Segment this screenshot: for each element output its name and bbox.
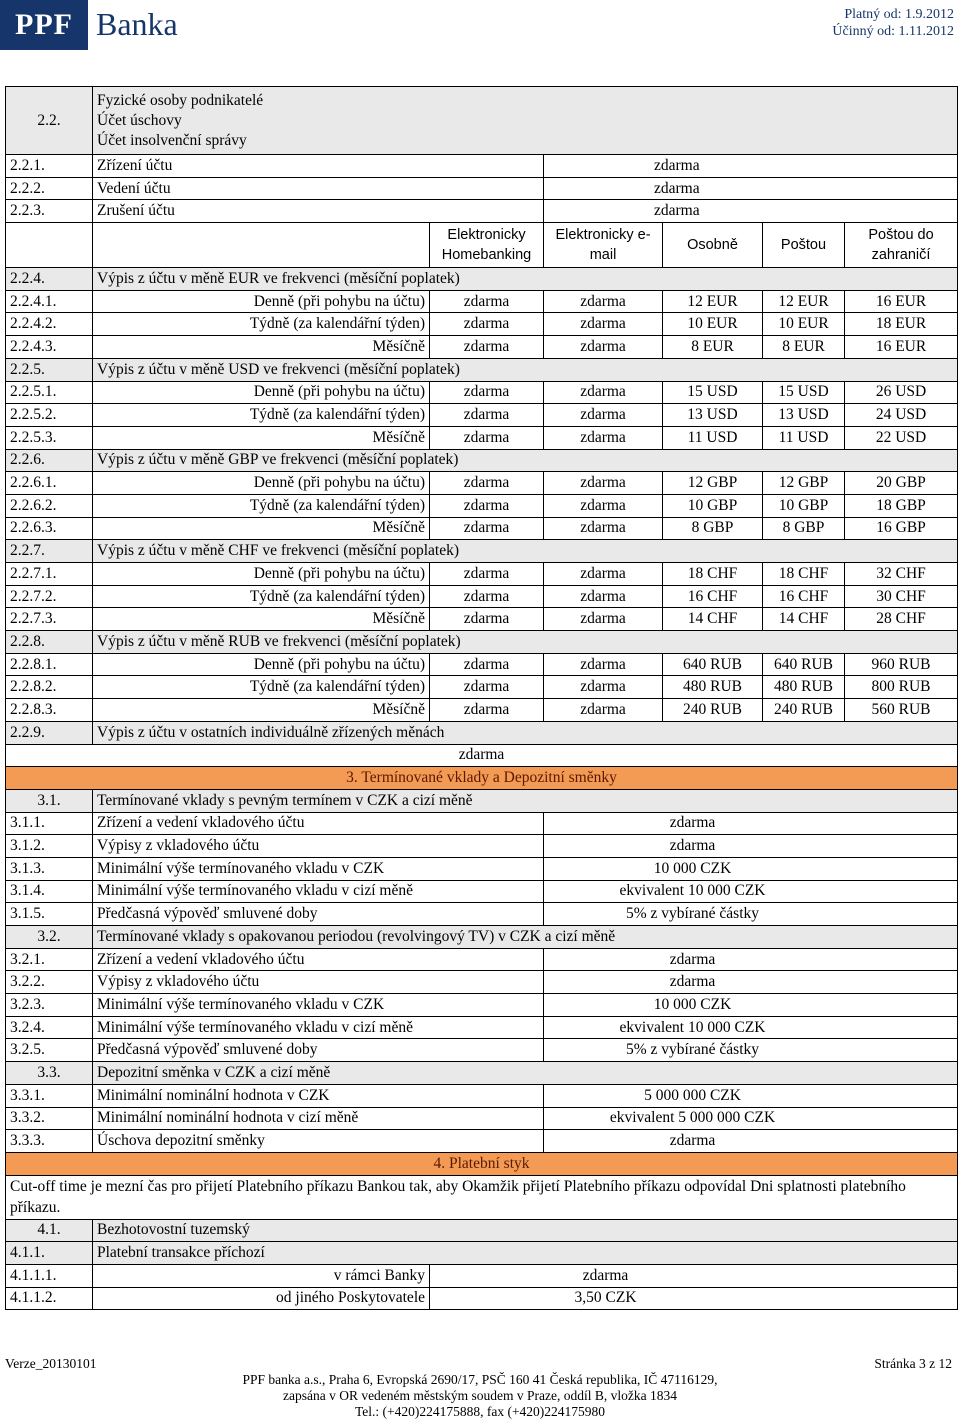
fee-po: 8 GBP [763, 517, 845, 540]
row-value: zdarma [430, 1264, 958, 1287]
fee-za: 16 EUR [845, 290, 958, 313]
empty-cell [93, 223, 430, 268]
row-value: 10 000 CZK [544, 994, 958, 1017]
row-value: zdarma [6, 744, 958, 767]
row-number: 3.1.4. [6, 880, 93, 903]
row-value: ekvivalent 5 000 000 CZK [544, 1107, 958, 1130]
row-value: ekvivalent 10 000 CZK [544, 1016, 958, 1039]
row-label: Výpis z účtu v ostatních individuálně zřízených měnách [93, 721, 958, 744]
row-label: Minimální výše termínovaného vkladu v CZK [93, 857, 544, 880]
subsection-header [6, 926, 958, 949]
table-row [6, 563, 958, 586]
fee-os: 8 EUR [663, 336, 763, 359]
valid-from: Platný od: 1.9.2012 [844, 7, 954, 22]
homebanking-header: Elektronicky Homebanking [430, 223, 544, 268]
section-number: 2.2. [6, 87, 93, 155]
row-number: 2.2.7.1. [6, 563, 93, 586]
statement-group-header [6, 631, 958, 654]
table-row [6, 1107, 958, 1130]
address-line-2: zapsána v OR vedeném městským soudem v Praze, oddíl B, vložka 1834 [282, 1388, 678, 1403]
table-row [6, 177, 958, 200]
row-number: 2.2.7.2. [6, 585, 93, 608]
row-label: Vedení účtu [93, 177, 544, 200]
row-number: 2.2.6. [6, 449, 93, 472]
frequency-label: Týdně (za kalendářní týden) [93, 585, 430, 608]
section-title-line: Fyzické osoby podnikatelé [97, 91, 264, 109]
frequency-label: Týdně (za kalendářní týden) [93, 404, 430, 427]
row-number: 2.2.7.3. [6, 608, 93, 631]
table-row [6, 812, 958, 835]
frequency-label: Týdně (za kalendářní týden) [93, 494, 430, 517]
group-title: Výpis z účtu v měně RUB ve frekvenci (měsíční poplatek) [93, 631, 958, 654]
email-header: Elektronicky e-mail [544, 223, 663, 268]
fee-po: 16 CHF [763, 585, 845, 608]
fee-hb: zdarma [430, 404, 544, 427]
row-number: 2.2.3. [6, 200, 93, 223]
row-value: 5% z vybírané částky [544, 1039, 958, 1062]
fee-os: 18 CHF [663, 563, 763, 586]
row-number: 2.2.5. [6, 358, 93, 381]
personal-header: Osobně [663, 223, 763, 268]
row-value: zdarma [544, 835, 958, 858]
subsection-title: Bezhotovostní tuzemský [93, 1219, 958, 1242]
row-value: 10 000 CZK [544, 857, 958, 880]
group-title: Výpis z účtu v měně USD ve frekvenci (měsíční poplatek) [93, 358, 958, 381]
row-number: 2.2.8.2. [6, 676, 93, 699]
fee-hb: zdarma [430, 494, 544, 517]
subsection-title: Platební transakce příchozí [93, 1242, 958, 1265]
fee-po: 18 CHF [763, 563, 845, 586]
fee-po: 640 RUB [763, 653, 845, 676]
fee-em: zdarma [544, 608, 663, 631]
fee-em: zdarma [544, 290, 663, 313]
row-label: Zřízení a vedení vkladového účtu [93, 812, 544, 835]
row-label: Předčasná výpověď smluvené doby [93, 903, 544, 926]
table-row [6, 903, 958, 926]
fee-za: 16 EUR [845, 336, 958, 359]
row-label: Minimální nominální hodnota v CZK [93, 1084, 544, 1107]
group-title: Výpis z účtu v měně CHF ve frekvenci (měsíční poplatek) [93, 540, 958, 563]
table-row [6, 676, 958, 699]
frequency-label: Denně (při pohybu na účtu) [93, 290, 430, 313]
fee-em: zdarma [544, 381, 663, 404]
statement-group-header [6, 268, 958, 291]
table-row [6, 336, 958, 359]
section-title-line: Účet úschovy [97, 111, 182, 129]
fee-hb: zdarma [430, 336, 544, 359]
fee-os: 240 RUB [663, 699, 763, 722]
table-row [6, 494, 958, 517]
row-label: Předčasná výpověď smluvené doby [93, 1039, 544, 1062]
row-label: Minimální výše termínovaného vkladu v cizí měně [93, 1016, 544, 1039]
row-number: 2.2.8. [6, 631, 93, 654]
row-label: Minimální výše termínovaného vkladu v CZK [93, 994, 544, 1017]
fee-za: 960 RUB [845, 653, 958, 676]
frequency-label: Měsíčně [93, 336, 430, 359]
row-number: 2.2.2. [6, 177, 93, 200]
row-number: 4.1.1.1. [6, 1264, 93, 1287]
frequency-label: Měsíčně [93, 608, 430, 631]
table-row [6, 381, 958, 404]
table-row [6, 653, 958, 676]
table-row [6, 1130, 958, 1153]
row-number: 2.2.6.1. [6, 472, 93, 495]
row-number: 2.2.4.2. [6, 313, 93, 336]
table-row [6, 290, 958, 313]
row-number: 3.1.5. [6, 903, 93, 926]
row-label: Minimální výše termínovaného vkladu v cizí měně [93, 880, 544, 903]
fee-za: 32 CHF [845, 563, 958, 586]
row-number: 3.3.2. [6, 1107, 93, 1130]
fee-os: 13 USD [663, 404, 763, 427]
fee-po: 8 EUR [763, 336, 845, 359]
row-2-2-9 [6, 721, 958, 744]
section-header-3 [6, 767, 958, 790]
fee-os: 11 USD [663, 426, 763, 449]
fee-po: 11 USD [763, 426, 845, 449]
page-number: Stránka 3 z 12 [874, 1356, 952, 1371]
fee-po: 480 RUB [763, 676, 845, 699]
row-value: zdarma [544, 155, 958, 178]
table-row [6, 404, 958, 427]
row-number: 2.2.6.2. [6, 494, 93, 517]
subsection-header [6, 789, 958, 812]
fee-za: 18 EUR [845, 313, 958, 336]
frequency-label: Denně (při pohybu na účtu) [93, 381, 430, 404]
row-number: 3.3.1. [6, 1084, 93, 1107]
table-row [6, 155, 958, 178]
banka-logo-text: Banka [96, 6, 178, 42]
fee-os: 8 GBP [663, 517, 763, 540]
fee-em: zdarma [544, 472, 663, 495]
fee-os: 16 CHF [663, 585, 763, 608]
frequency-label: Měsíčně [93, 699, 430, 722]
fee-po: 10 GBP [763, 494, 845, 517]
row-number: 3.2.4. [6, 1016, 93, 1039]
fee-hb: zdarma [430, 699, 544, 722]
fee-po: 12 EUR [763, 290, 845, 313]
row-label: v rámci Banky [93, 1264, 430, 1287]
fee-em: zdarma [544, 699, 663, 722]
fee-os: 480 RUB [663, 676, 763, 699]
frequency-label: Měsíčně [93, 426, 430, 449]
row-number: 2.2.9. [6, 721, 93, 744]
row-number: 2.2.4.3. [6, 336, 93, 359]
row-number: 2.2.5.2. [6, 404, 93, 427]
table-row [6, 1287, 958, 1310]
table-row [6, 608, 958, 631]
row-label: Zrušení účtu [93, 200, 544, 223]
row-number: 3.2.5. [6, 1039, 93, 1062]
fee-hb: zdarma [430, 653, 544, 676]
row-number: 3.2.1. [6, 948, 93, 971]
statement-group-header [6, 449, 958, 472]
section-title [93, 87, 958, 155]
row-label: Zřízení a vedení vkladového účtu [93, 948, 544, 971]
table-row [6, 517, 958, 540]
fee-os: 15 USD [663, 381, 763, 404]
subsection-number: 4.1.1. [6, 1242, 93, 1265]
fee-os: 12 EUR [663, 290, 763, 313]
fee-em: zdarma [544, 676, 663, 699]
table-row [6, 835, 958, 858]
subsection-number: 3.1. [6, 789, 93, 812]
subsection-header [6, 1219, 958, 1242]
row-value: 5% z vybírané částky [544, 903, 958, 926]
group-title: Výpis z účtu v měně GBP ve frekvenci (měsíční poplatek) [93, 449, 958, 472]
fee-za: 560 RUB [845, 699, 958, 722]
row-number: 3.1.2. [6, 835, 93, 858]
table-row [6, 472, 958, 495]
table-row [6, 426, 958, 449]
table-row [6, 971, 958, 994]
fee-em: zdarma [544, 336, 663, 359]
effective-from: Účinný od: 1.11.2012 [832, 24, 954, 39]
row-value: 3,50 CZK [430, 1287, 958, 1310]
fee-za: 800 RUB [845, 676, 958, 699]
row-label: Výpisy z vkladového účtu [93, 835, 544, 858]
row-number: 2.2.4.1. [6, 290, 93, 313]
table-row [6, 1039, 958, 1062]
row-value: 5 000 000 CZK [544, 1084, 958, 1107]
row-number: 2.2.8.1. [6, 653, 93, 676]
post-abroad-header: Poštou do zahraničí [845, 223, 958, 268]
version-label: Verze_20130101 [5, 1356, 97, 1371]
fee-za: 16 GBP [845, 517, 958, 540]
fee-os: 14 CHF [663, 608, 763, 631]
table-row [6, 699, 958, 722]
fee-hb: zdarma [430, 608, 544, 631]
row-2-2-9-value [6, 744, 958, 767]
fee-za: 22 USD [845, 426, 958, 449]
fee-po: 10 EUR [763, 313, 845, 336]
row-label: Výpisy z vkladového účtu [93, 971, 544, 994]
row-number: 2.2.5.1. [6, 381, 93, 404]
fee-za: 30 CHF [845, 585, 958, 608]
fee-em: zdarma [544, 494, 663, 517]
group-title: Výpis z účtu v měně EUR ve frekvenci (měsíční poplatek) [93, 268, 958, 291]
row-label: Minimální nominální hodnota v cizí měně [93, 1107, 544, 1130]
fee-hb: zdarma [430, 381, 544, 404]
address-line-1: PPF banka a.s., Praha 6, Evropská 2690/17, PSČ 160 41 Česká republika, IČ 47116129, [242, 1372, 718, 1387]
fee-os: 10 EUR [663, 313, 763, 336]
fee-po: 13 USD [763, 404, 845, 427]
fee-za: 24 USD [845, 404, 958, 427]
fee-os: 12 GBP [663, 472, 763, 495]
channel-header-row [6, 223, 958, 268]
empty-cell [6, 223, 93, 268]
subsection-header [6, 1242, 958, 1265]
table-row [6, 1016, 958, 1039]
fee-hb: zdarma [430, 426, 544, 449]
table-row [6, 1084, 958, 1107]
fee-po: 15 USD [763, 381, 845, 404]
fee-schedule [5, 86, 957, 1310]
frequency-label: Denně (při pohybu na účtu) [93, 563, 430, 586]
table-row [6, 948, 958, 971]
subsection-title: Depozitní směnka v CZK a cizí měně [93, 1062, 958, 1085]
section-title: 3. Termínované vklady a Depozitní směnky [6, 767, 958, 790]
table-row [6, 880, 958, 903]
row-number: 2.2.4. [6, 268, 93, 291]
page-header [0, 0, 960, 60]
fee-po: 240 RUB [763, 699, 845, 722]
table-row [6, 313, 958, 336]
row-value: zdarma [544, 1130, 958, 1153]
row-value: zdarma [544, 971, 958, 994]
row-number: 3.3.3. [6, 1130, 93, 1153]
subsection-number: 4.1. [6, 1219, 93, 1242]
fee-za: 28 CHF [845, 608, 958, 631]
table-row [6, 585, 958, 608]
row-number: 2.2.8.3. [6, 699, 93, 722]
fee-hb: zdarma [430, 313, 544, 336]
ppf-logo: PPF [0, 0, 88, 50]
fee-za: 20 GBP [845, 472, 958, 495]
table-row [6, 200, 958, 223]
statement-group-header [6, 540, 958, 563]
row-label: od jiného Poskytovatele [93, 1287, 430, 1310]
table-row [6, 857, 958, 880]
row-value: ekvivalent 10 000 CZK [544, 880, 958, 903]
row-number: 4.1.1.2. [6, 1287, 93, 1310]
fee-em: zdarma [544, 313, 663, 336]
fee-za: 26 USD [845, 381, 958, 404]
fee-em: zdarma [544, 426, 663, 449]
row-label: Úschova depozitní směnky [93, 1130, 544, 1153]
post-header: Poštou [763, 223, 845, 268]
frequency-label: Týdně (za kalendářní týden) [93, 313, 430, 336]
row-value: zdarma [544, 812, 958, 835]
fee-po: 12 GBP [763, 472, 845, 495]
row-number: 2.2.5.3. [6, 426, 93, 449]
fee-em: zdarma [544, 517, 663, 540]
fee-hb: zdarma [430, 563, 544, 586]
fee-em: zdarma [544, 404, 663, 427]
row-number: 3.2.3. [6, 994, 93, 1017]
row-value: zdarma [544, 177, 958, 200]
row-label: Zřízení účtu [93, 155, 544, 178]
table-row [6, 1264, 958, 1287]
subsection-number: 3.3. [6, 1062, 93, 1085]
fee-hb: zdarma [430, 585, 544, 608]
section-header-4 [6, 1152, 958, 1175]
row-number: 3.1.1. [6, 812, 93, 835]
fee-em: zdarma [544, 585, 663, 608]
fee-table [5, 86, 958, 1310]
bank-address [0, 1372, 960, 1420]
row-number: 2.2.1. [6, 155, 93, 178]
row-number: 3.2.2. [6, 971, 93, 994]
section-title-line: Účet insolvenční správy [97, 131, 247, 149]
fee-po: 14 CHF [763, 608, 845, 631]
row-value: zdarma [544, 200, 958, 223]
fee-hb: zdarma [430, 290, 544, 313]
section-header-2-2 [6, 87, 958, 155]
statement-group-header [6, 358, 958, 381]
section-4-note [6, 1175, 958, 1219]
row-number: 2.2.6.3. [6, 517, 93, 540]
row-number: 2.2.7. [6, 540, 93, 563]
frequency-label: Denně (při pohybu na účtu) [93, 472, 430, 495]
fee-hb: zdarma [430, 472, 544, 495]
address-line-3: Tel.: (+420)224175888, fax (+420)224175980 [354, 1404, 606, 1419]
subsection-title: Termínované vklady s opakovanou periodou (revolvingový TV) v CZK a cizí měně [93, 926, 958, 949]
table-row [6, 994, 958, 1017]
subsection-title: Termínované vklady s pevným termínem v CZK a cizí měně [93, 789, 958, 812]
fee-hb: zdarma [430, 676, 544, 699]
frequency-label: Denně (při pohybu na účtu) [93, 653, 430, 676]
fee-hb: zdarma [430, 517, 544, 540]
validity-dates [832, 6, 954, 40]
subsection-number: 3.2. [6, 926, 93, 949]
fee-em: zdarma [544, 563, 663, 586]
cut-off-note: Cut-off time je mezní čas pro přijetí Platebního příkazu Bankou tak, aby Okamžik přijetí Platebního příkazu odpovídal Dni splatnosti platebního příkazu. [6, 1175, 958, 1219]
section-title: 4. Platební styk [6, 1152, 958, 1175]
fee-os: 10 GBP [663, 494, 763, 517]
row-number: 3.1.3. [6, 857, 93, 880]
subsection-header [6, 1062, 958, 1085]
fee-za: 18 GBP [845, 494, 958, 517]
frequency-label: Týdně (za kalendářní týden) [93, 676, 430, 699]
frequency-label: Měsíčně [93, 517, 430, 540]
row-value: zdarma [544, 948, 958, 971]
fee-em: zdarma [544, 653, 663, 676]
fee-os: 640 RUB [663, 653, 763, 676]
